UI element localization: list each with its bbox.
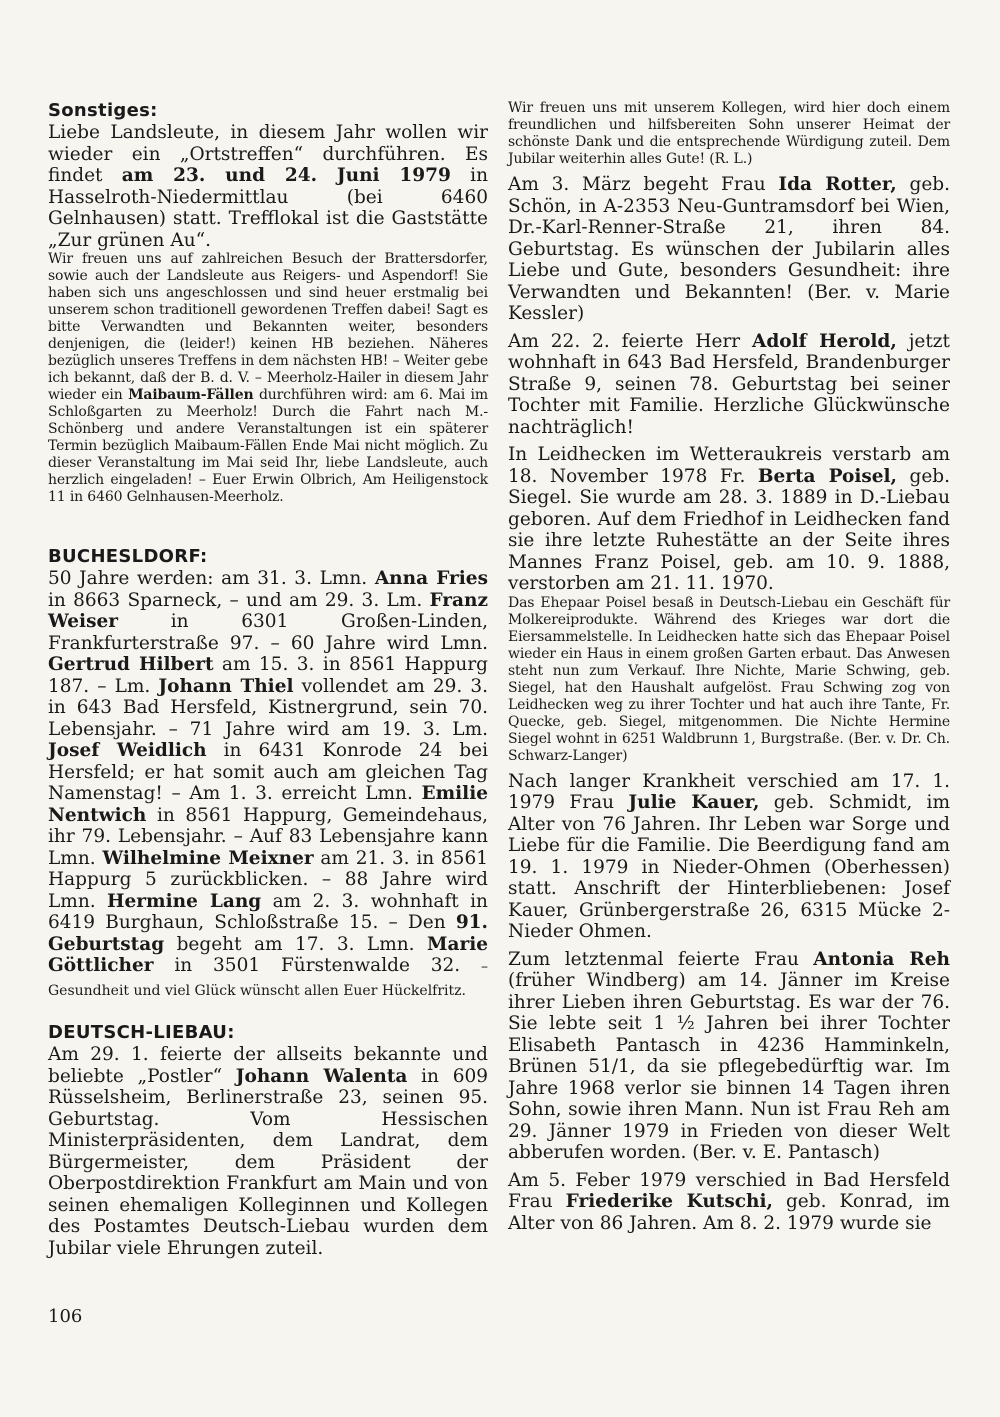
ida-rotter-text: Am 3. März begeht Frau Ida Rotter, geb. Schön, in A-2353 Neu-Guntramsdorf bei Wien, Dr.-Karl-Renner-Straße 21, ihren 84. Geburtstag. Es wünschen der Jubilarin alles Liebe und Gute, besonders Gesundheit: ihre Verwandten und Bekannten! (Ber. v. Marie Kessler) <box>508 174 950 324</box>
heading-buchesldorf: BUCHESLDORF: <box>48 546 208 567</box>
poisel-details: Das Ehepaar Poisel besaß in Deutsch-Liebau ein Geschäft für Molkereiprodukte. Während des Krieges war dort die Eiersammelstelle. In Leidhecken hatte sich das Ehepaar Poisel wieder ein Haus in einem großen Garten erbaut. Das Anwesen steht nun zum Verkauf. Ihre Nichte, Marie Schwing, geb. Siegel, hat den Haushalt aufgelöst. Frau Schwing zog von Leidhecken weg zu ihrer Tochter und hat auch ihre Tante, Fr. Quecke, geb. Siegel, mitgenommen. Die Nichte Hermine Siegel wohnt in 6251 Waldbrunn 1, Burgstraße. (Ber. v. Dr. Ch. Schwarz-Langer) <box>508 594 950 764</box>
heading-sonstiges: Sonstiges: <box>48 100 158 121</box>
page-number: 106 <box>48 1306 83 1327</box>
sonstiges-intro: Liebe Landsleute, in diesem Jahr wollen wir wieder ein „Ortstreffen“ durchführen. Es findet am 23. und 24. Juni 1979 in Hasselroth-Niedermittlau (bei 6460 Gelnhausen) statt. Trefflokal ist die Gaststätte „Zur grünen Au“. <box>48 122 488 251</box>
deutsch-liebau-text: Am 29. 1. feierte der allseits bekannte und beliebte „Postler“ Johann Walenta in 609 Rüsselsheim, Berlinerstraße 23, seinen 95. Geburtstag. Vom Hessischen Ministerpräsidenten, dem Landrat, dem Bürgermeister, dem Präsident der Oberpostdirektion Frankfurt am Main und von seinen ehemaligen Kolleginnen und Kollegen des Postamtes Deutsch-Liebau wurden dem Jubilar viele Ehrungen zuteil. <box>48 1044 489 1259</box>
sonstiges-details: Wir freuen uns auf zahlreichen Besuch der Brattersdorfer, sowie auch der Landsleute aus Reigers- und Aspendorf! Sie haben sich uns angeschlossen und sind heuer erstmalig bei unserem schon traditionell gewordenen Treffen dabei! Sagt es bitte Verwandten und Bekannten weiter, besonders denjenigen, die (leider!) keinen HB beziehen. Näheres bezüglich unseres Treffens in dem nächsten HB! – Weiter gebe ich bekannt, daß der B. d. V. – Meerholz-Hailer in diesem Jahr wieder ein Maibaum-Fällen durchführen wird: am 6. Mai im Schloßgarten zu Meerholz! Durch die Fahrt nach M.-Schönberg und andere Veranstaltungen ist ein späterer Termin bezüglich Maibaum-Fällen Ende Mai nicht möglich. Zu dieser Veranstaltung im Mai seid Ihr, liebe Landsleute, auch herzlich eingeladen! – Euer Erwin Olbrich, Am Heiligenstock 11 in 6460 Gelnhausen-Meerholz. <box>48 251 489 505</box>
adolf-herold-text: Am 22. 2. feierte Herr Adolf Herold, jetzt wohnhaft in 643 Bad Hersfeld, Brandenburger Straße 9, seinen 78. Geburtstag bei seiner Tochter mit Familie. Herzliche Glückwünsche nachträglich! <box>508 330 950 438</box>
buchesldorf-text: 50 Jahre werden: am 31. 3. Lmn. Anna Fries in 8663 Sparneck, – und am 29. 3. Lm. Franz Weiser in 6301 Großen-Linden, Frankfurterstraße 97. – 60 Jahre wird Lmn. Gertrud Hilbert am 15. 3. in 8561 Happurg 187. – Lm. Johann Thiel vollendet am 29. 3. in 643 Bad Hersfeld, Kistnergrund, sein 70. Lebensjahr. – 71 Jahre wird am 19. 3. Lm. Josef Weidlich in 6431 Konrode 24 bei Hersfeld; er hat somit auch am gleichen Tag Namenstag! – Am 1. 3. erreicht Lmn. Emilie Nentwich in 8561 Happurg, Gemeindehaus, ihr 79. Lebensjahr. – Auf 83 Lebensjahre kann Lmn. Wilhelmine Meixner am 21. 3. in 8561 Happurg 5 zurückblicken. – 88 Jahre wird Lmn. Hermine Lang am 2. 3. wohnhaft in 6419 Burghaun, Schloßstraße 15. – Den 91. Geburtstag begeht am 17. 3. Lmn. Marie Göttlicher in 3501 Fürstenwalde 32. – Gesundheit und viel Glück wünscht allen Euer Hückelfritz. <box>48 568 489 999</box>
left-column <box>48 100 488 1259</box>
jubilar-note: Wir freuen uns mit unserem Kollegen, wird hier doch einem freundlichen und hilfsbereiten Sohn unserer Heimat der schönste Dank und die entsprechende Würdigung zuteil. Dem Jubilar weiterhin alles Gute! (R. L.) <box>508 100 950 167</box>
berta-poisel-text: In Leidhecken im Wetteraukreis verstarb am 18. November 1978 Fr. Berta Poisel, geb. Siegel. Sie wurde am 28. 3. 1889 in D.-Liebau geboren. Auf dem Friedhof in Leidhecken fand sie ihre letzte Ruhestätte an der Seite ihres Mannes Franz Poisel, geb. am 10. 9. 1888, verstorben am 21. 11. 1970. <box>508 444 950 594</box>
friederike-kutschi-text: Am 5. Feber 1979 verschied in Bad Hersfeld Frau Friederike Kutschi, geb. Konrad, im Alter von 86 Jahren. Am 8. 2. 1979 wurde sie <box>508 1169 950 1234</box>
right-column <box>508 100 950 1234</box>
julie-kauer-text: Nach langer Krankheit verschied am 17. 1. 1979 Frau Julie Kauer, geb. Schmidt, im Alter von 76 Jahren. Ihr Leben war Sorge und Liebe für die Familie. Die Beerdigung fand am 19. 1. 1979 in Nieder-Ohmen (Oberhessen) statt. Anschrift der Hinterbliebenen: Josef Kauer, Grünbergerstraße 26, 6315 Mücke 2-Nieder Ohmen. <box>508 770 951 942</box>
heading-deutsch-liebau: DEUTSCH-LIEBAU: <box>48 1022 235 1043</box>
antonia-reh-text: Zum letztenmal feierte Frau Antonia Reh (früher Windberg) am 14. Jänner im Kreise ihrer Lieben ihren Geburtstag. Es war der 76. Sie lebte seit 1 ½ Jahren bei ihrer Tochter Elisabeth Pantasch in 4236 Hamminkeln, Brünen 51/1, da sie pflegebedürftig war. Im Jahre 1968 verlor sie binnen 14 Tagen ihren Sohn, sowie ihren Mann. Nun ist Frau Reh am 29. Jänner 1979 in Frieden von dieser Welt abberufen worden. (Ber. v. E. Pantasch) <box>508 948 950 1163</box>
